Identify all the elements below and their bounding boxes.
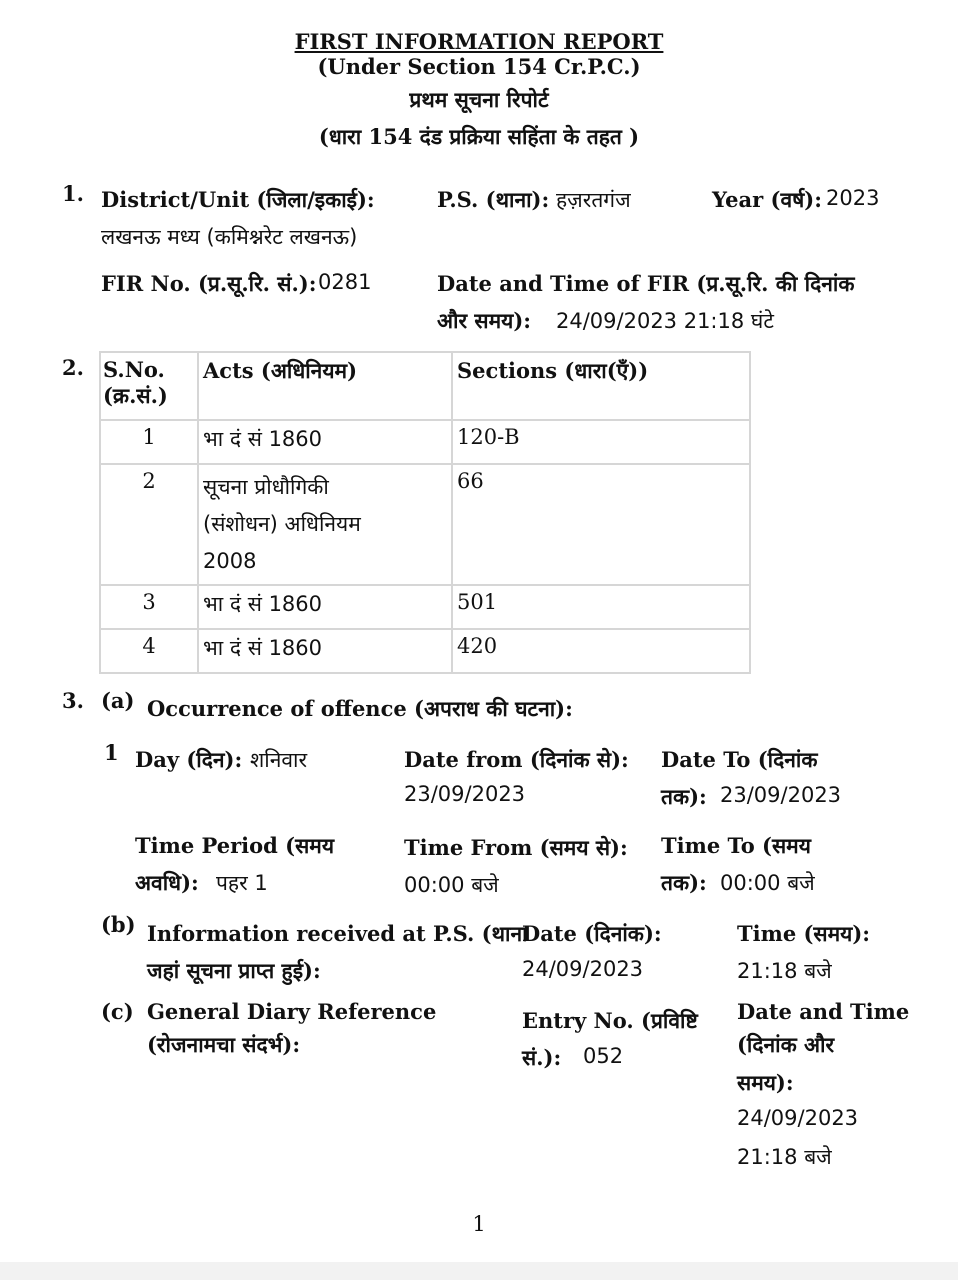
header-acts: Acts (अधिनियम) <box>198 352 452 420</box>
occurrence-title: Occurrence of offence (अपराध की घटना): <box>147 696 573 721</box>
table-row <box>100 629 750 673</box>
fir-number-value: 0281 <box>318 270 372 294</box>
gd-datetime-time: 21:18 बजे <box>737 1145 832 1169</box>
date-to-value: 23/09/2023 <box>720 783 842 807</box>
row-sno: 4 <box>100 629 198 673</box>
occurrence-item-number: 1 <box>104 740 119 765</box>
fir-number-label: FIR No. (प्र.सू.रि. सं.): <box>101 271 317 296</box>
section-2-number: 2. <box>62 355 84 380</box>
day-value: शनिवार <box>250 748 308 772</box>
time-period-label: Time Period (समय <box>135 833 334 858</box>
row-act-line: सूचना प्रोधौगिकी <box>203 475 329 499</box>
time-to-value: 00:00 बजे <box>720 871 815 895</box>
section-3b-label: (b) <box>101 912 136 937</box>
table-header-row <box>100 352 750 420</box>
row-act-line: 2008 <box>203 549 257 573</box>
row-act: भा दं सं 1860 <box>198 420 452 464</box>
district-value: लखनऊ मध्य (कमिश्नरेट लखनऊ) <box>101 225 358 249</box>
row-sno: 1 <box>100 420 198 464</box>
info-received-label: Information received at P.S. (थाना <box>147 921 528 946</box>
time-to-label: Time To (समय <box>661 833 811 858</box>
ps-value: हज़रतगंज <box>556 188 631 212</box>
section-1-number: 1. <box>62 181 84 206</box>
row-section: 120-B <box>452 420 750 464</box>
gd-reference-label-cont: (रोजनामचा संदर्भ): <box>147 1032 301 1057</box>
fir-datetime-label-cont: और समय): <box>437 308 532 333</box>
table-row <box>100 585 750 629</box>
date-to-label: Date To (दिनांक <box>661 747 818 772</box>
gd-datetime-label: Date and Time <box>737 999 910 1024</box>
year-value: 2023 <box>826 186 880 210</box>
info-received-label-cont: जहां सूचना प्राप्त हुई): <box>147 958 321 983</box>
report-subtitle: (Under Section 154 Cr.P.C.) <box>317 54 641 79</box>
page-number: 1 <box>472 1212 486 1236</box>
table-row <box>100 464 750 585</box>
gd-datetime-label-cont2: समय): <box>737 1070 794 1095</box>
day-label: Day (दिन): <box>135 747 243 772</box>
entry-no-label: Entry No. (प्रविष्टि <box>522 1008 698 1033</box>
time-to-label-cont: तक): <box>661 870 707 895</box>
date-from-label: Date from (दिनांक से): <box>404 747 629 772</box>
date-from-value: 23/09/2023 <box>404 782 526 806</box>
row-section: 66 <box>452 464 750 585</box>
time-period-value: पहर 1 <box>216 871 268 895</box>
row-act: भा दं सं 1860 <box>198 585 452 629</box>
time-from-value: 00:00 बजे <box>404 873 499 897</box>
year-label: Year (वर्ष): <box>712 187 822 212</box>
report-title: FIRST INFORMATION REPORT <box>294 29 664 54</box>
acts-table <box>99 351 751 674</box>
report-subtitle-hindi: (धारा 154 दंड प्रक्रिया सहिंता के तहत ) <box>318 124 640 149</box>
fir-datetime-value: 24/09/2023 21:18 घंटे <box>556 309 774 333</box>
info-date-value: 24/09/2023 <box>522 957 644 981</box>
row-section: 501 <box>452 585 750 629</box>
district-label: District/Unit (जिला/इकाई): <box>101 187 375 212</box>
table-row <box>100 420 750 464</box>
entry-no-value: 052 <box>583 1044 624 1068</box>
header-sections: Sections (धारा(एँ)) <box>452 352 750 420</box>
fir-datetime-label: Date and Time of FIR (प्र.सू.रि. की दिनांक <box>437 271 855 296</box>
gd-reference-label: General Diary Reference <box>147 999 437 1024</box>
row-act <box>198 464 452 585</box>
info-time-label: Time (समय): <box>737 921 871 946</box>
gd-datetime-date: 24/09/2023 <box>737 1106 859 1130</box>
entry-no-label-cont: सं.): <box>522 1045 562 1070</box>
info-date-label: Date (दिनांक): <box>522 921 662 946</box>
header-sno-line2: (क्र.सं.) <box>103 383 168 408</box>
header-sno <box>100 352 198 420</box>
row-act: भा दं सं 1860 <box>198 629 452 673</box>
section-3-number: 3. <box>62 688 84 713</box>
section-3c-label: (c) <box>101 999 134 1024</box>
row-sno: 3 <box>100 585 198 629</box>
time-from-label: Time From (समय से): <box>404 835 628 860</box>
info-time-value: 21:18 बजे <box>737 959 832 983</box>
header-sno-line1: S.No. <box>103 357 165 382</box>
page-bottom-edge <box>0 1262 958 1280</box>
report-title-hindi: प्रथम सूचना रिपोर्ट <box>409 87 549 112</box>
ps-label: P.S. (थाना): <box>437 187 550 212</box>
row-section: 420 <box>452 629 750 673</box>
gd-datetime-label-cont: (दिनांक और <box>737 1032 835 1057</box>
time-period-label-cont: अवधि): <box>135 870 199 895</box>
date-to-label-cont: तक): <box>661 784 707 809</box>
row-act-line: (संशोधन) अधिनियम <box>203 512 361 536</box>
row-sno: 2 <box>100 464 198 585</box>
section-3a-label: (a) <box>101 688 135 713</box>
